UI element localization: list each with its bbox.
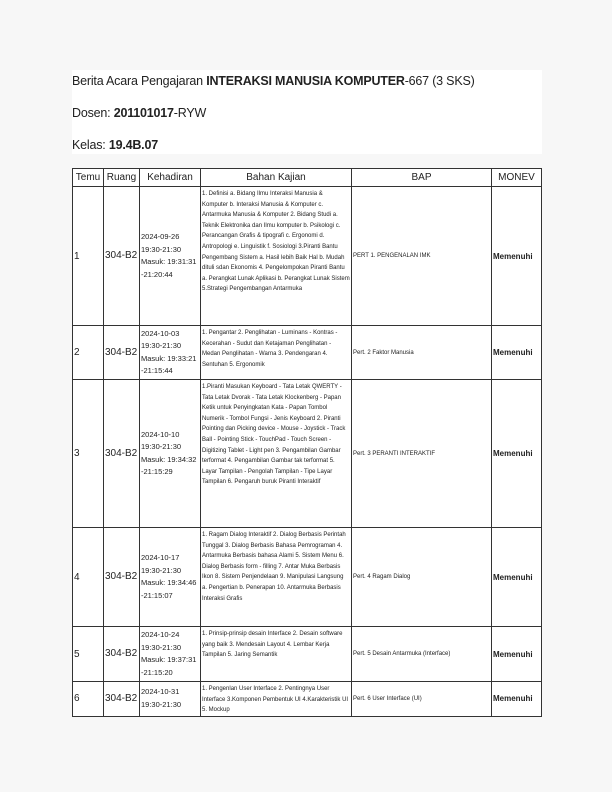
column-header-monev: MONEV [492, 169, 542, 187]
cell-temu: 4 [73, 528, 104, 627]
lecturer-line: Dosen: 201101017-RYW [72, 106, 207, 120]
column-header-bap: BAP [352, 169, 492, 187]
cell-bap: PERT 1. PENGENALAN IMK [352, 187, 492, 326]
cell-ruang: 304-B2 [104, 380, 140, 528]
cell-ruang: 304-B2 [104, 326, 140, 380]
cell-temu: 5 [73, 627, 104, 682]
cell-temu: 6 [73, 682, 104, 717]
cell-monev: Memenuhi [492, 380, 542, 528]
cell-kehadiran: 2024-10-10 19:30-21:30 Masuk: 19:34:32 -21:15:29 [140, 380, 201, 528]
cell-bahan-kajian: 1. Ragam Dialog Interaktif 2. Dialog Berbasis Perintah Tunggal 3. Dialog Berbasis Bahasa Pemrograman 4. Antarmuka Berbasis bahasa Alami 5. Sistem Menu 6. Dialog Berbasis form - filling 7. Antar Muka Berbasis Ikon 8. Sistem Penjendelaan 9. Manipulasi Langsung a. Pengertian b. Penerapan 10. Antarmuka Berbasis Interaksi Grafis [201, 528, 352, 627]
course-name: INTERAKSI MANUSIA KOMPUTER [206, 74, 405, 88]
cell-bahan-kajian: 1. Prinsip-prinsip desain Interface 2. Desain software yang baik 3. Mendesain Layout 4. Lembar Kerja Tampilan 5. Jaring Semantik [201, 627, 352, 682]
table-row [73, 187, 542, 326]
cell-bahan-kajian: 1.Piranti Masukan Keyboard - Tata Letak QWERTY - Tata Letak Dvorak - Tata Letak Klockenberg - Papan Ketik untuk Penyingkatan Kata - Papan Tombol Numerik - Tombol Fungsi - Jenis Keyboard 2. Piranti Pointing dan Picking device - Mouse - Joystick - Track Ball - Pointing Stick - TouchPad - Touch Screen - Digitizing Tablet - Light pen 3. Pengambilan Gambar terformat 4. Pengambilan Gambar tak terformat 5. Layar Tampilan - Pengolah Tampilan - Tipe Layar Tampilan 6. Pengaruh buruk Piranti Interaktif [201, 380, 352, 528]
cell-monev: Memenuhi [492, 326, 542, 380]
class-code: 19.4B.07 [108, 138, 158, 152]
class-line: Kelas: 19.4B.07 [72, 138, 158, 152]
cell-kehadiran: 2024-10-03 19:30-21:30 Masuk: 19:33:21 -21:15:44 [140, 326, 201, 380]
table-row [73, 380, 542, 528]
cell-ruang: 304-B2 [104, 187, 140, 326]
cell-bahan-kajian: 1. Pengenlan User Interface 2. Pentingnya User Interface 3.Komponen Pembentuk UI 4.Karakteristik UI 5. Mockup [201, 682, 352, 717]
column-header-temu: Temu [73, 169, 104, 187]
column-header-ruang: Ruang [104, 169, 140, 187]
cell-temu: 3 [73, 380, 104, 528]
teaching-record-table [72, 168, 542, 717]
cell-bahan-kajian: 1. Pengantar 2. Penglihatan - Luminans - Kontras - Kecerahan - Sudut dan Ketajaman Penglihatan - Medan Penglihatan - Warna 3. Pendengaran 4. Sentuhan 5. Ergonomik [201, 326, 352, 380]
cell-kehadiran: 2024-09-26 19:30-21:30 Masuk: 19:31:31 -21:20:44 [140, 187, 201, 326]
lecturer-code: 201101017 [113, 106, 174, 120]
table-row [73, 326, 542, 380]
cell-ruang: 304-B2 [104, 528, 140, 627]
report-title: Berita Acara Pengajaran INTERAKSI MANUSIA KOMPUTER-667 (3 SKS) [72, 74, 475, 88]
column-header-kehadiran: Kehadiran [140, 169, 201, 187]
cell-temu: 2 [73, 326, 104, 380]
cell-kehadiran: 2024-10-17 19:30-21:30 Masuk: 19:34:46 -21:15:07 [140, 528, 201, 627]
cell-monev: Memenuhi [492, 528, 542, 627]
cell-monev: Memenuhi [492, 682, 542, 717]
cell-ruang: 304-B2 [104, 627, 140, 682]
table-header-row [73, 169, 542, 187]
cell-monev: Memenuhi [492, 627, 542, 682]
cell-bahan-kajian: 1. Definisi a. Bidang Ilmu Interaksi Manusia & Komputer b. Interaksi Manusia & Komputer c. Antarmuka Manusia & Komputer 2. Bidang Studi a. Teknik Elektronika dan Ilmu komputer b. Psikologi c. Perancangan Grafis & tipografi c. Ergonomi d. Antropologi e. Linguistik f. Sosiologi 3.Piranti Bantu Pengembang Sistem a. Hasil lebih Baik Hal b. Mudah dituli sdan Ekonomis 4. Pengelompokan Piranti Bantu a. Perangkat Lunak Aplikasi b. Perangkat Lunak Sistem 5.Strategi Pengembangan Antarmuka [201, 187, 352, 326]
table-row [73, 682, 542, 717]
cell-bap: Pert. 2 Faktor Manusia [352, 326, 492, 380]
cell-ruang: 304-B2 [104, 682, 140, 717]
cell-monev: Memenuhi [492, 187, 542, 326]
cell-bap: Pert. 5 Desain Antarmuka (Interface) [352, 627, 492, 682]
cell-bap: Pert. 6 User Interface (UI) [352, 682, 492, 717]
cell-bap: Pert. 3 PERANTI INTERAKTIF [352, 380, 492, 528]
report-header [72, 70, 542, 154]
table-row [73, 528, 542, 627]
cell-temu: 1 [73, 187, 104, 326]
cell-kehadiran: 2024-10-24 19:30-21:30 Masuk: 19:37:31 -21:15:20 [140, 627, 201, 682]
cell-bap: Pert. 4 Ragam Dialog [352, 528, 492, 627]
cell-kehadiran: 2024-10-31 19:30-21:30 [140, 682, 201, 717]
column-header-bahan-kajian: Bahan Kajian [201, 169, 352, 187]
table-row [73, 627, 542, 682]
